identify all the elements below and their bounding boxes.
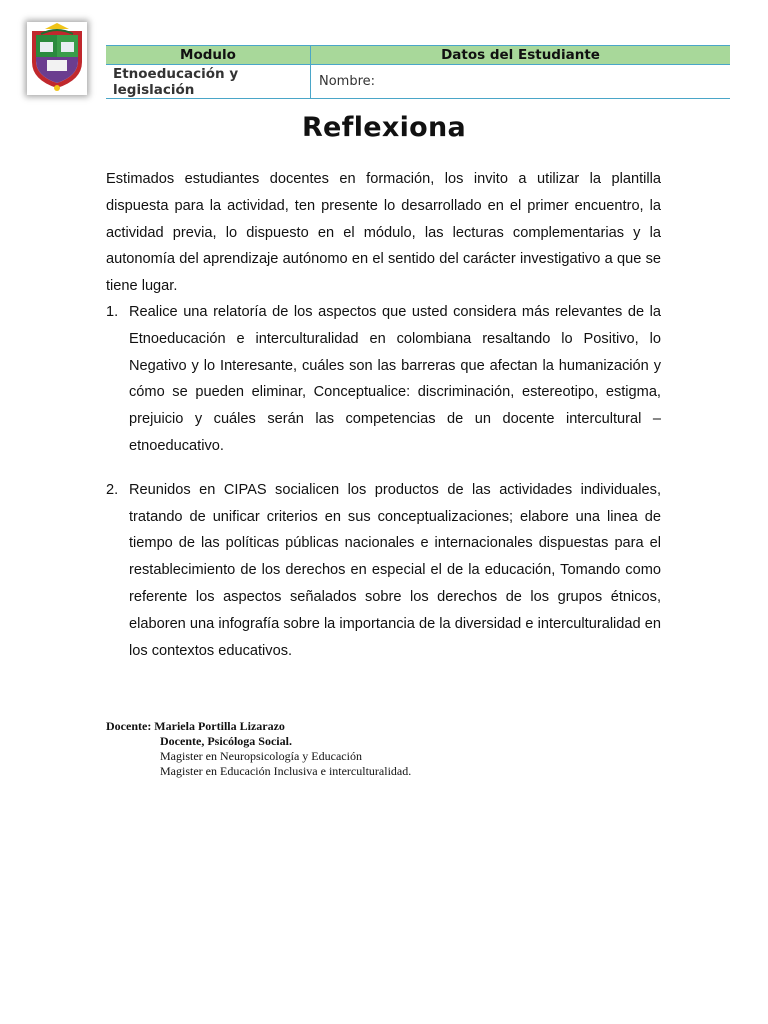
signature-block <box>106 719 411 779</box>
module-name-line2: legislación <box>113 81 195 98</box>
institution-logo <box>27 22 87 95</box>
module-column-header: Modulo <box>106 46 311 65</box>
shield-icon <box>27 22 87 95</box>
task-list <box>106 299 661 664</box>
module-name-line1: Etnoeducación y <box>113 65 239 82</box>
list-item-number: 2. <box>106 481 119 498</box>
list-item-text: Realice una relatoría de los aspectos que usted considera más relevantes de la Etnoeducación e interculturalidad en colombiana resaltando lo Positivo, lo Negativo y lo Interesante, cuáles son las barreras que afectan la humanización y cómo se pueden eliminar, Conceptualice: discriminación, estereotipo, estigma, prejuicio y cuáles serán las competencias de un docente intercultural – etnoeducativo. <box>129 304 661 454</box>
teacher-role: Docente, Psicóloga Social. <box>160 734 292 748</box>
list-item-number: 1. <box>106 304 119 320</box>
teacher-degree-1: Magister en Neuropsicología y Educación <box>160 749 362 763</box>
module-name-cell <box>106 65 311 99</box>
intro-paragraph: Estimados estudiantes docentes en formación, los invito a utilizar la plantilla dispuesta para la actividad, ten presente lo desarrollado en el primer encuentro, la actividad previa, lo dispuesto en el módulo, las lecturas complementarias y la autonomía del aprendizaje autónomo en el sentido del carácter investigativo a que se tiene lugar. <box>106 171 661 295</box>
student-name-field[interactable]: Nombre: <box>311 65 731 99</box>
page-title: Reflexiona <box>301 112 467 143</box>
teacher-degree-2: Magister en Educación Inclusiva e interculturalidad. <box>160 764 412 778</box>
teacher-name: Docente: Mariela Portilla Lizarazo <box>106 719 285 733</box>
list-item <box>106 477 661 665</box>
list-item-text: Reunidos en CIPAS socialicen los productos de las actividades individuales, tratando de unificar criterios en sus conceptualizaciones; elabore una linea de tiempo de las políticas públicas nacionales e internacionales dispuestas para el restablecimiento de los derechos en especial el de la educación, Tomando como referente los aspectos señalados sobre los derechos de los grupos étnicos, elaboren una infografía sobre la importancia de la diversidad e interculturalidad en los contextos educativos. <box>129 481 661 659</box>
list-item <box>106 299 661 460</box>
header-table <box>106 45 730 99</box>
student-data-column-header: Datos del Estudiante <box>311 46 731 65</box>
